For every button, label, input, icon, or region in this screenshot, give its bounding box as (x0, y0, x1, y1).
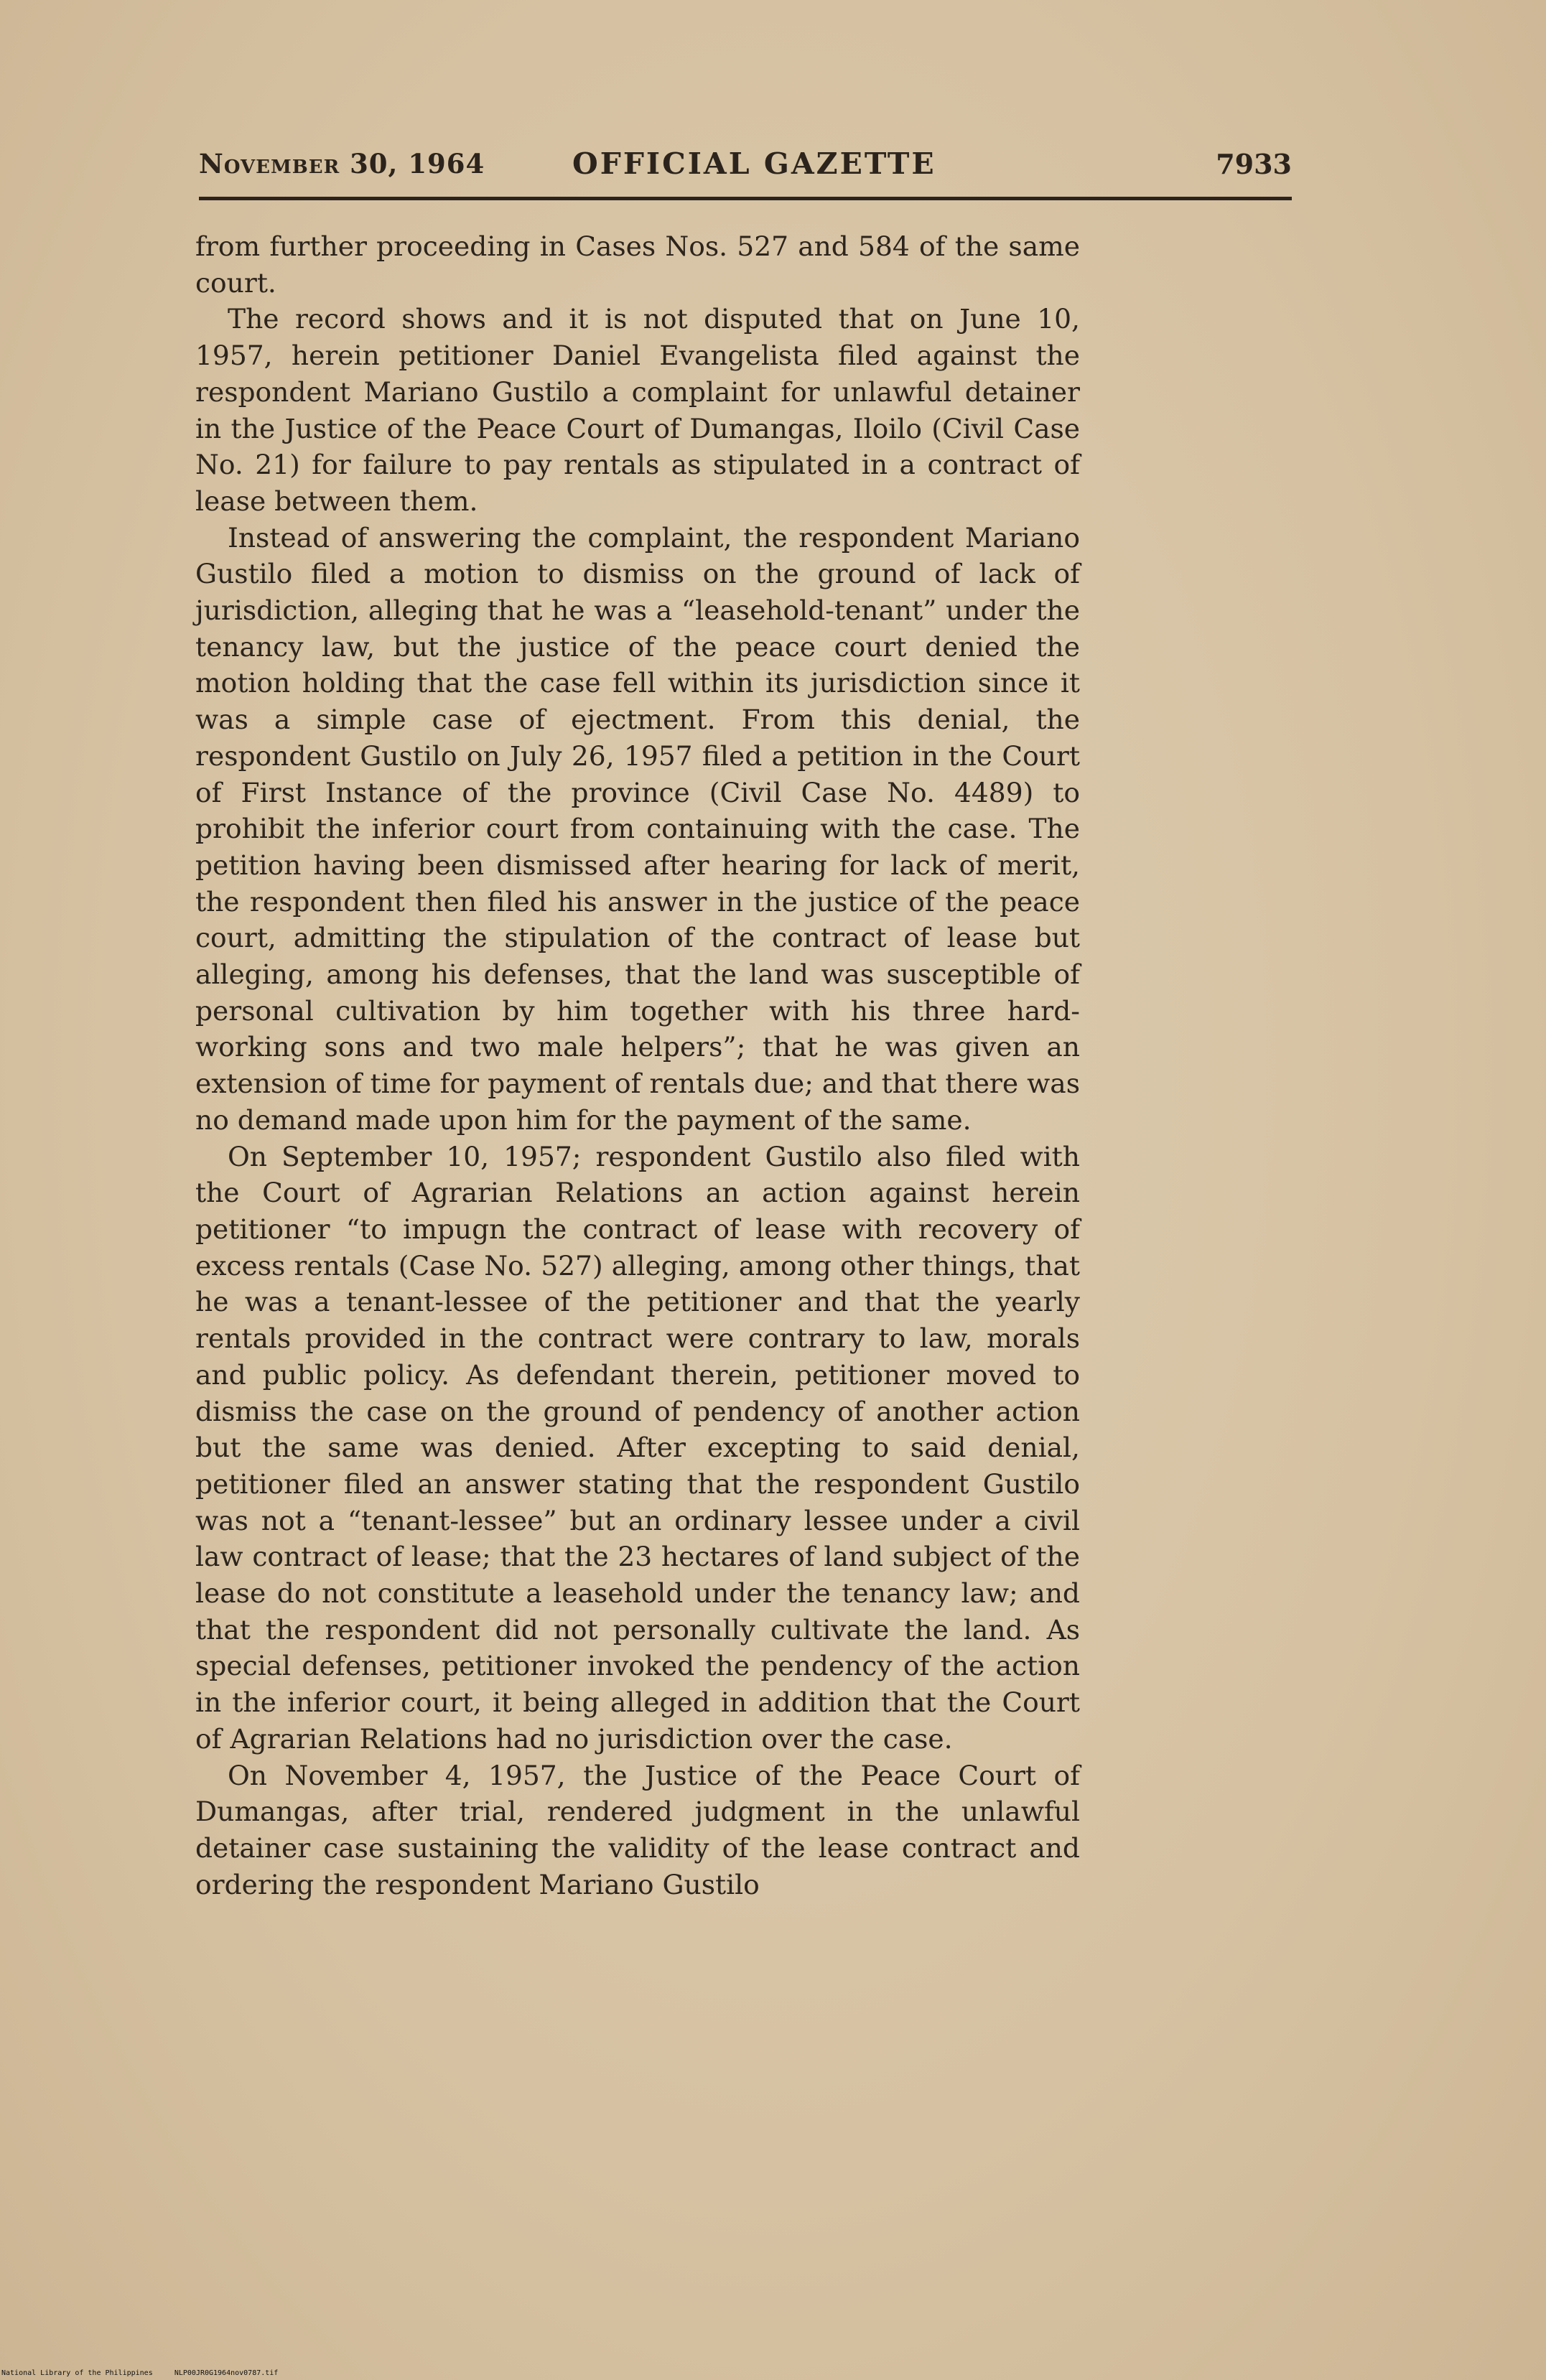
paragraph: On November 4, 1957, the Justice of the Peace Court of Dumangas, after trial, rendered judgment in the unlawful detainer case sustaining the validity of the lease contract and ordering the respondent Mariano Gustilo (195, 1759, 1080, 1900)
paragraph: On September 10, 1957; respondent Gustilo also filed with the Court of Agrarian Relations an action against herein petitioner “to impugn the contract of lease with recovery of excess rentals (Case No. 527) alleging, among other things, that he was a tenant-lessee of the petitioner and that the yearly rentals provided in the contract were contrary to law, morals and public policy. As defendant therein, petitioner moved to dismiss the case on the ground of pendency of another action but the same was denied. After excepting to said denial, petitioner filed an answer stating that the respondent Gustilo was not a “tenant-lessee” but an ordinary lessee under a civil law contract of lease; that the 23 hectares of land subject of the lease do not constitute a leasehold under the tenancy law; and that the respondent did not personally cultivate the land. As special defenses, petitioner invoked the pendency of the action in the inferior court, it being alleged in addition that the Court of Agrarian Relations had no jurisdiction over the case. (195, 1140, 1080, 1755)
publication-title: OFFICIAL GAZETTE (572, 146, 936, 181)
paragraph-continuation: from further proceeding in Cases Nos. 527 and 584 of the same court. (195, 230, 1080, 299)
paragraph: Instead of answering the complaint, the respondent Mariano Gustilo filed a motion to dismiss on the ground of lack of jurisdiction, alleging that he was a “leasehold-tenant” under the tenancy law, but the justice of the peace court denied the motion holding that the case fell within its jurisdiction since it was a simple case of ejectment. From this denial, the respondent Gustilo on July 26, 1957 filed a petition in the Court of First Instance of the province (Civil Case No. 4489) to prohibit the inferior court from containuing with the case. The petition having been dismissed after hearing for lack of merit, the respondent then filed his answer in the justice of the peace court, admitting the stipulation of the contract of lease but alleging, among his defenses, that the land was susceptible of personal cultivation by him together with his three hard-working sons and two male helpers”; that he was given an extension of time for payment of rentals due; and that there was no demand made upon him for the payment of the same. (195, 521, 1080, 1136)
page-number: 7933 (1216, 148, 1292, 180)
header-rule (199, 197, 1292, 200)
paragraph: The record shows and it is not disputed that on June 10, 1957, herein petitioner Daniel Evangelista filed against the respondent Mariano Gustilo a complaint for unlawful detainer in the Justice of the Peace Court of Dumangas, Iloilo (Civil Case No. 21) for failure to pay rentals as stipulated in a contract of lease between them. (195, 303, 1080, 517)
scan-footer (1, 2369, 278, 2377)
body-text (195, 228, 1080, 1903)
library-credit: National Library of the Philippines (1, 2369, 153, 2377)
running-header (199, 141, 1292, 191)
issue-date: November 30, 1964 (199, 148, 485, 179)
scan-filename: NLP00JR0G1964nov0787.tif (174, 2369, 279, 2377)
